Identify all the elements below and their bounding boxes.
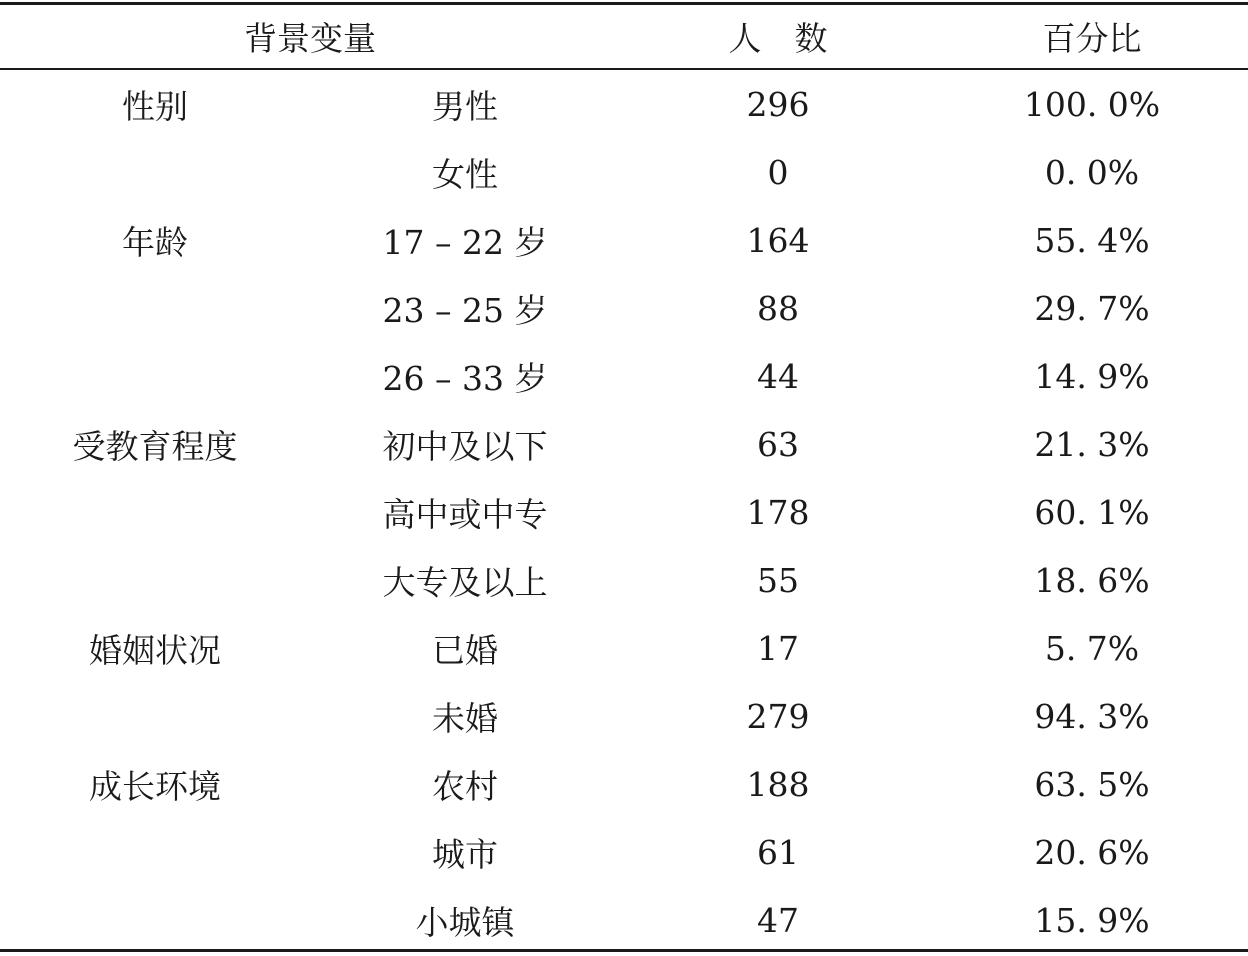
row-percent: 15. 9% (1034, 900, 1150, 940)
header-percent: 百分比 (1042, 19, 1142, 58)
table-row (0, 274, 1248, 342)
row-subcategory: 26 – 33 岁 (382, 358, 548, 398)
table-row (0, 682, 1248, 750)
row-category (0, 818, 310, 886)
table-row (0, 478, 1248, 546)
row-category (0, 886, 310, 954)
row-subcategory: 17 – 22 岁 (382, 222, 548, 262)
row-category: 成长环境 (89, 766, 221, 806)
row-subcategory: 高中或中专 (382, 494, 548, 534)
row-percent: 55. 4% (1034, 220, 1150, 260)
row-category: 婚姻状况 (89, 630, 221, 670)
row-percent: 94. 3% (1034, 696, 1150, 736)
table-row (0, 206, 1248, 274)
row-count: 88 (757, 288, 799, 328)
row-subcategory: 小城镇 (415, 902, 515, 942)
row-count: 188 (746, 764, 810, 804)
row-count: 55 (757, 560, 799, 600)
row-category (0, 682, 310, 750)
row-count: 164 (746, 220, 810, 260)
row-count: 63 (757, 424, 799, 464)
row-subcategory: 农村 (432, 766, 498, 806)
header-count: 人 数 (728, 19, 828, 58)
bottom-rule (0, 949, 1248, 952)
row-category: 性别 (122, 86, 188, 126)
table-row (0, 614, 1248, 682)
row-percent: 21. 3% (1034, 424, 1150, 464)
row-category (0, 274, 310, 342)
row-percent: 14. 9% (1034, 356, 1150, 396)
row-subcategory: 初中及以下 (382, 426, 548, 466)
row-subcategory: 23 – 25 岁 (382, 290, 548, 330)
row-category (0, 546, 310, 614)
row-subcategory: 已婚 (432, 630, 498, 670)
row-percent: 29. 7% (1034, 288, 1150, 328)
row-count: 178 (746, 492, 810, 532)
row-percent: 18. 6% (1034, 560, 1150, 600)
row-subcategory: 大专及以上 (382, 562, 548, 602)
table-row (0, 138, 1248, 206)
row-category (0, 138, 310, 206)
table-row (0, 342, 1248, 410)
table-row (0, 750, 1248, 818)
row-count: 44 (757, 356, 799, 396)
row-count: 0 (767, 152, 789, 192)
row-category: 年龄 (122, 222, 188, 262)
row-category (0, 342, 310, 410)
row-count: 47 (757, 900, 799, 940)
row-percent: 100. 0% (1023, 84, 1161, 124)
row-count: 17 (757, 628, 799, 668)
row-percent: 5. 7% (1044, 628, 1140, 668)
row-subcategory: 男性 (432, 86, 498, 126)
row-count: 296 (746, 84, 810, 124)
row-count: 279 (746, 696, 810, 736)
table-row (0, 886, 1248, 954)
row-percent: 63. 5% (1034, 764, 1150, 804)
row-subcategory: 未婚 (432, 698, 498, 738)
table-row (0, 818, 1248, 886)
header-variable: 背景变量 (244, 19, 376, 58)
row-subcategory: 城市 (432, 834, 498, 874)
row-category: 受教育程度 (72, 426, 238, 466)
row-subcategory: 女性 (432, 154, 498, 194)
row-percent: 20. 6% (1034, 832, 1150, 872)
table-header (0, 5, 1248, 68)
table-row (0, 546, 1248, 614)
row-count: 61 (757, 832, 799, 872)
table-row (0, 410, 1248, 478)
row-percent: 0. 0% (1044, 152, 1140, 192)
row-category (0, 478, 310, 546)
table-row (0, 70, 1248, 138)
row-percent: 60. 1% (1034, 492, 1150, 532)
